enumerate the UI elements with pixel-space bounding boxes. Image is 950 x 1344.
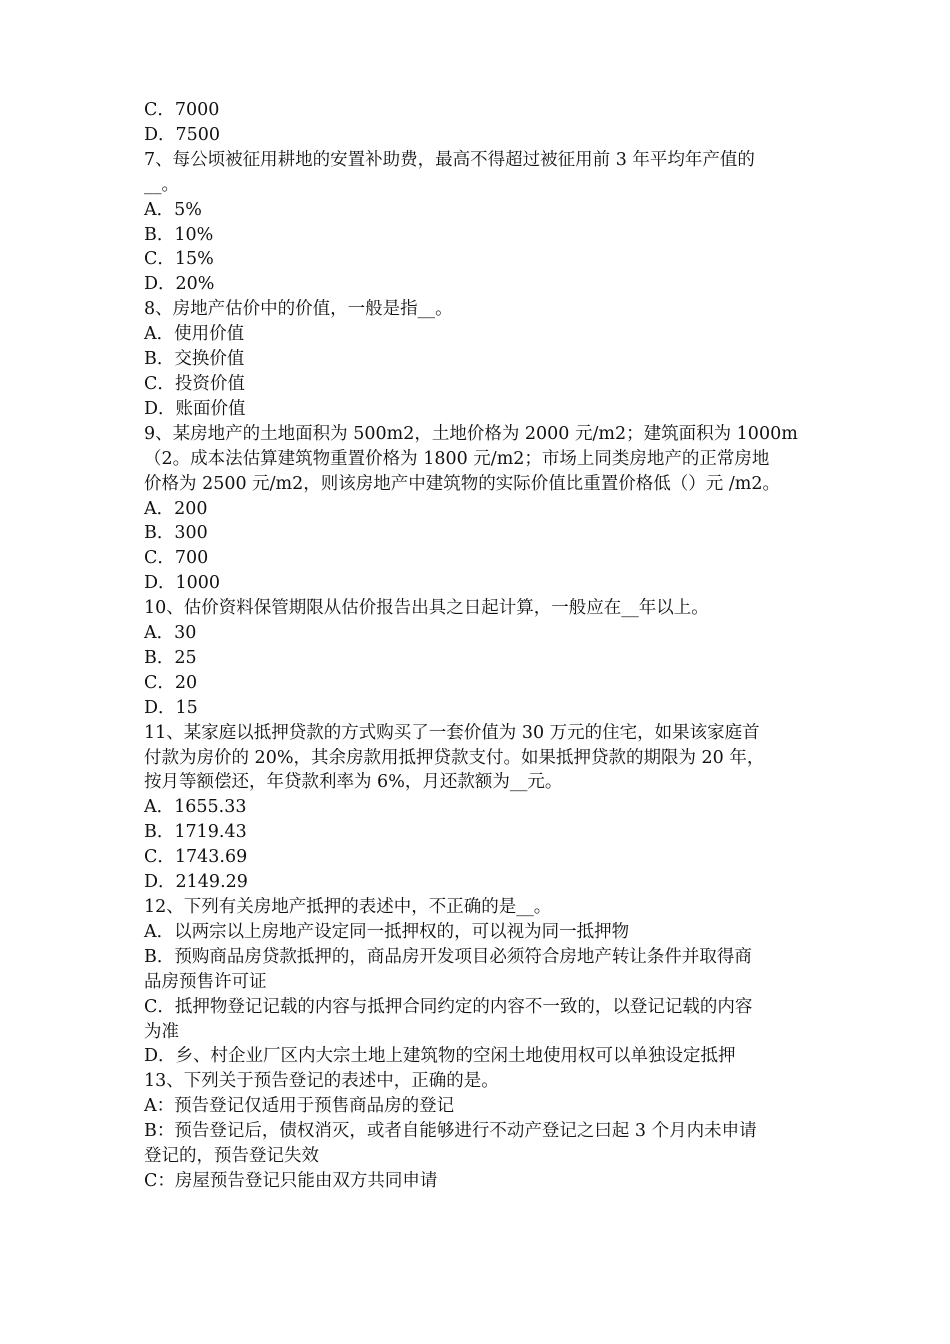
question-11-cont-1: 付款为房价的 20%，其余房款用抵押贷款支付。如果抵押贷款的期限为 20 年， bbox=[144, 747, 765, 768]
option-a-q9: A．200 bbox=[144, 498, 208, 519]
option-d-q11: D．2149.29 bbox=[144, 872, 248, 893]
option-a-q12: A．以两宗以上房地产设定同一抵押权的，可以视为同一抵押物 bbox=[144, 921, 630, 942]
option-c-q13: C：房屋预告登记只能由双方共同申请 bbox=[144, 1170, 438, 1191]
option-a-q10: A．30 bbox=[144, 623, 197, 644]
option-c-q11: C．1743.69 bbox=[144, 847, 248, 868]
option-d-q6: D．7500 bbox=[144, 124, 221, 145]
option-b-q12-cont: 品房预售许可证 bbox=[144, 971, 267, 992]
question-10: 10、估价资料保管期限从估价报告出具之日起计算，一般应在__年以上。 bbox=[144, 598, 709, 619]
option-a-q13: A：预告登记仅适用于预售商品房的登记 bbox=[144, 1096, 455, 1117]
option-d-q8: D．账面价值 bbox=[144, 398, 246, 419]
option-d-q12: D．乡、村企业厂区内大宗土地上建筑物的空闲土地使用权可以单独设定抵押 bbox=[144, 1046, 736, 1067]
option-c-q7: C．15% bbox=[144, 249, 214, 270]
option-d-q10: D．15 bbox=[144, 697, 198, 718]
question-7-cont: __。 bbox=[144, 174, 179, 195]
question-8: 8、房地产估价中的价值，一般是指__。 bbox=[144, 299, 453, 320]
option-b-q11: B．1719.43 bbox=[144, 822, 247, 843]
option-d-q9: D．1000 bbox=[144, 573, 221, 594]
option-d-q7: D．20% bbox=[144, 274, 215, 295]
option-c-q12: C．抵押物登记记载的内容与抵押合同约定的内容不一致的，以登记记载的内容 bbox=[144, 996, 753, 1017]
question-9-cont-2: 价格为 2500 元/m2，则该房地产中建筑物的实际价值比重置价格低（）元 /m2。 bbox=[144, 473, 780, 494]
question-7: 7、每公顷被征用耕地的安置补助费，最高不得超过被征用前 3 年平均年产值的 bbox=[144, 149, 755, 170]
option-b-q8: B．交换价值 bbox=[144, 349, 245, 370]
option-c-q12-cont: 为准 bbox=[144, 1021, 179, 1042]
question-11-cont-2: 按月等额偿还，年贷款利率为 6%，月还款额为__元。 bbox=[144, 772, 563, 793]
option-a-q7: A．5% bbox=[144, 199, 202, 220]
option-a-q11: A．1655.33 bbox=[144, 797, 247, 818]
question-11: 11、某家庭以抵押贷款的方式购买了一套价值为 30 万元的住宅，如果该家庭首 bbox=[144, 722, 760, 743]
question-9-cont-1: （2。成本法估算建筑物重置价格为 1800 元/m2；市场上同类房地产的正常房地 bbox=[144, 448, 770, 469]
option-c-q8: C．投资价值 bbox=[144, 373, 245, 394]
option-a-q8: A．使用价值 bbox=[144, 324, 245, 345]
option-c-q6: C．7000 bbox=[144, 100, 220, 120]
option-c-q10: C．20 bbox=[144, 672, 198, 693]
option-b-q9: B．300 bbox=[144, 523, 208, 544]
option-b-q10: B．25 bbox=[144, 647, 197, 668]
option-b-q12: B．预购商品房贷款抵押的，商品房开发项目必须符合房地产转让条件并取得商 bbox=[144, 946, 752, 967]
option-b-q7: B．10% bbox=[144, 224, 214, 245]
option-b-q13-cont: 登记的，预告登记失效 bbox=[144, 1146, 319, 1167]
question-13: 13、下列关于预告登记的表述中，正确的是。 bbox=[144, 1071, 499, 1092]
option-c-q9: C．700 bbox=[144, 548, 209, 569]
question-12: 12、下列有关房地产抵押的表述中，不正确的是__。 bbox=[144, 897, 552, 917]
question-9: 9、某房地产的土地面积为 500m2，土地价格为 2000 元/m2；建筑面积为 1000m bbox=[144, 423, 798, 444]
document-page bbox=[144, 98, 814, 1194]
option-b-q13: B：预告登记后，债权消灭，或者自能够进行不动产登记之曰起 3 个月内未申请 bbox=[144, 1121, 757, 1142]
